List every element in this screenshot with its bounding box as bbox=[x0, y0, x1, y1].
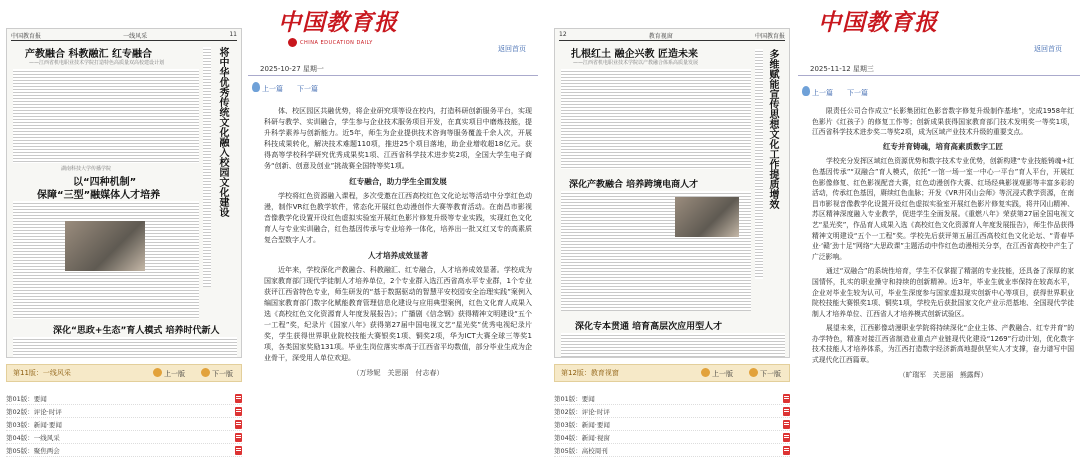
date-bar bbox=[798, 62, 1080, 76]
pdf-icon[interactable] bbox=[235, 420, 242, 429]
pdf-icon[interactable] bbox=[783, 407, 790, 416]
back-home-link[interactable]: 返回首页 bbox=[498, 45, 526, 53]
article-signature: （旷瑞军 关思丽 熊露辉） bbox=[898, 370, 988, 379]
article-subheading: 红专融合，助力学生全面发展 bbox=[349, 177, 447, 186]
masthead-logo[interactable]: 中国教育报 bbox=[818, 9, 938, 36]
article-signature: （万珍妮 关思丽 付志春） bbox=[352, 369, 444, 377]
article-nav bbox=[248, 80, 538, 98]
version-item[interactable] bbox=[6, 444, 242, 457]
version-item[interactable] bbox=[554, 405, 790, 418]
arrow-up-icon bbox=[153, 368, 162, 377]
news-photo bbox=[675, 197, 739, 237]
arrow-down-icon bbox=[749, 368, 758, 377]
section-label: 第12版：教育视窗 bbox=[561, 369, 619, 377]
text-column bbox=[561, 69, 751, 169]
article-paragraph: 学校将红色资源融入课程，多次受邀在江西高校红色文化论坛等活动中分享红色动漫，制作VR红色教学软件，常态化开展红色动漫创作大赛等教育活动。在南昌市影视音像教学化设置开设红色虚拟实验室开展红色影片修复升级等专业实践，实现红色文化育人与专业实训融合，红色基因传承与专业培养一体化，培养出一批又红又专的高素质复合型数字人才。 bbox=[264, 192, 532, 244]
issue-date: 2025-11-12 星期三 bbox=[810, 64, 874, 73]
paper-masthead: 中国教育报 bbox=[754, 33, 785, 40]
page-thumbnail[interactable] bbox=[6, 28, 242, 358]
paper-section: 一线风采 bbox=[123, 33, 148, 40]
pdf-icon[interactable] bbox=[235, 407, 242, 416]
masthead-subtitle: CHINA EDUCATION DAILY bbox=[300, 40, 373, 46]
section-bar bbox=[6, 364, 242, 382]
version-label: 第02版：评论·时评 bbox=[554, 407, 610, 416]
arrow-down-icon bbox=[201, 368, 210, 377]
prev-page-label: 上一版 bbox=[164, 370, 185, 378]
version-label: 第02版：评论·时评 bbox=[6, 407, 62, 416]
date-bar bbox=[248, 62, 538, 76]
pdf-icon[interactable] bbox=[235, 446, 242, 455]
article-paragraph: 学校充分发挥区域红色资源优势和数字技术专业优势，创新构建“专业技能铸魂+红色基因传承”“双融合”育人模式，依托“一馆一场一室一中心一平台”育人平台，开展红色影像修复、红色影视配音大赛，红色动漫创作大赛、红场经典影视观影等丰富多彩的活动，传承红色基因，赓续红色血脉；开发《VR井冈山会师》等沉浸式教学资源，在南昌市影视音像教学化设置开设红色虚拟实验室开展红色影片修复实践，将井冈山精神、苏区精神深度融入专业教学，促进学生全面发展。《重燃八年》荣获第27届全国电视文艺“星光奖”，作品育人成果入选《高校红色文化资源育人年度发展报告》，师生作品获得精神文明建设“五个一工程”奖。学校先后获评第五届江西高校红色文化论坛、“青春毕业·‘赣’劲十足”网络“大思政课”主题活动中作红色动漫相关分享，在江西省高校中产生了广泛影响。 bbox=[812, 157, 1074, 261]
headline-2[interactable]: 深化产教融合 培养跨境电商人才 bbox=[569, 180, 699, 190]
headline-2b[interactable]: 保障“三型”融媒体人才培养 bbox=[37, 190, 161, 201]
article-panel-right bbox=[798, 0, 1080, 474]
headline2-kicker: 湖南科技大学传播学院 bbox=[61, 166, 112, 172]
version-list bbox=[554, 392, 790, 457]
article-subheading: 红专并育铸魂，培育高素质数字工匠 bbox=[883, 141, 1003, 151]
section-bar bbox=[554, 364, 790, 382]
vertical-headline[interactable]: 多维赋能宣传思想文化工作提质增效 bbox=[767, 49, 778, 209]
headline-sub: ——江西省机电职业技术学院打造特色高质量双高校建设计划 bbox=[29, 60, 165, 66]
prev-article-link[interactable]: 上一篇 bbox=[812, 89, 833, 97]
article-paragraph: 展望未来，江西影像动漫职业学院将持续深化“企业主体、产教融合、红专并育”的办学特色，精准对接江西省制造业重点产业链现代化建设“1269”行动计划，优化数字技术技能人才培养体系，为江西打造数字经济新高地提供坚实人才支撑，奋力谱写中国式现代化江西篇章。 bbox=[812, 324, 1074, 365]
version-item[interactable] bbox=[554, 431, 790, 444]
prev-article-link[interactable]: 上一篇 bbox=[262, 85, 283, 93]
next-page-label: 下一版 bbox=[760, 370, 781, 378]
pdf-icon[interactable] bbox=[783, 420, 790, 429]
version-item[interactable] bbox=[6, 405, 242, 418]
article-body bbox=[264, 106, 532, 379]
prev-page-label: 上一版 bbox=[712, 370, 733, 378]
article-paragraph: 体、校区园区共融优势，将企业研究项等设在校内，打造科研创新服务平台，实现科研与教学、实训融合，学生参与企业技术服务项目开发，在真实项目中磨炼技能，提升科学素养与创新能力。近5年，师生为企业提供技术咨询等服务覆盖千余人次，开展科技成果转化，解决技术难题110项，推进25个项目落地，助企业增收超18亿元。获得高等学校科学研究优秀成果奖1项、江西省科学技术进步奖2项，全国大学生电子商务“创新、创意及创业”挑战赛全国特等奖1项。 bbox=[264, 107, 532, 170]
paper-masthead: 中国教育报 bbox=[11, 33, 42, 40]
paper-section: 教育视窗 bbox=[648, 33, 673, 40]
version-label: 第05版：聚焦两会 bbox=[6, 446, 60, 455]
article-panel-middle bbox=[248, 0, 538, 474]
next-page-link[interactable] bbox=[201, 367, 233, 379]
article-subheading: 人才培养成效显著 bbox=[368, 251, 428, 260]
version-label: 第04版：新闻·视窗 bbox=[554, 433, 610, 442]
newspaper-panel-third bbox=[548, 0, 794, 474]
pdf-icon[interactable] bbox=[783, 446, 790, 455]
next-article-link[interactable]: 下一篇 bbox=[297, 85, 318, 93]
news-photo bbox=[65, 221, 145, 271]
logo-mark-icon bbox=[288, 38, 297, 47]
version-item[interactable] bbox=[6, 418, 242, 431]
pdf-icon[interactable] bbox=[235, 433, 242, 442]
pdf-icon[interactable] bbox=[783, 433, 790, 442]
version-label: 第05版：高校周刊 bbox=[554, 446, 608, 455]
masthead-logo[interactable]: 中国教育报 bbox=[278, 9, 398, 36]
text-column bbox=[13, 337, 237, 357]
headline-sub: ——江西省机电职业技术学院以产教融合体系高质量发展 bbox=[573, 60, 699, 66]
pdf-icon[interactable] bbox=[783, 394, 790, 403]
article-nav bbox=[798, 84, 1080, 102]
next-page-link[interactable] bbox=[749, 367, 781, 379]
version-label: 第03版：新闻·要闻 bbox=[554, 420, 610, 429]
version-item[interactable] bbox=[554, 418, 790, 431]
prev-page-link[interactable] bbox=[701, 367, 733, 379]
version-label: 第04版：一线风采 bbox=[6, 433, 60, 442]
version-item[interactable] bbox=[6, 392, 242, 405]
section-label: 第11版：一线风采 bbox=[13, 369, 71, 377]
version-label: 第01版：要闻 bbox=[6, 394, 47, 403]
article-paragraph: 限责任公司合作成立“长影集团红色影音数字修复升级制作基地”，完成1958年红色影片《红孩子》的修复工作等；创新成果获得国家教育部门技术发明奖一等奖1项，江西省科学技术进步奖二等奖2项，成为区域产业技术升级的重要支点。 bbox=[812, 107, 1074, 137]
pdf-icon[interactable] bbox=[235, 394, 242, 403]
back-home-link[interactable]: 返回首页 bbox=[1034, 45, 1062, 53]
vertical-headline[interactable]: 将中华优秀传统文化融入校园文化建设 bbox=[217, 47, 228, 217]
version-item[interactable] bbox=[554, 392, 790, 405]
article-body bbox=[812, 106, 1074, 380]
text-column bbox=[203, 47, 211, 287]
paper-page-number: 12 bbox=[559, 31, 567, 38]
headline-main[interactable]: 产教融合 科教融汇 红专融合 bbox=[25, 49, 152, 60]
page-thumbnail[interactable] bbox=[554, 28, 790, 358]
headline-3[interactable]: 深化“思政+生态”育人模式 培养时代新人 bbox=[53, 326, 220, 336]
arrow-up-icon bbox=[701, 368, 710, 377]
text-column bbox=[755, 49, 763, 279]
version-label: 第03版：新闻·要闻 bbox=[6, 420, 62, 429]
paper-header bbox=[11, 31, 237, 41]
article-paragraph: 近年来，学校深化产教融合、科教融汇、红专融合，人才培养成效显著。学校成为国家教育部门现代学徒制人才培养单位，2个专业群入选江西省高水平专业群，1个专业获评江西省特色专业，师生研发的“基于数据驱动的智慧平安校园安全治理实践”案例入编国家教育部门数字化赋能教育管理信息化建设与应用典型案例，红色文化育人成果入选《高校红色文化资源育人年度发展报告》；广播剧《信念钢》获得精神文明建设“五个一工程”奖，纪录片《国家八年》获得第27届中国电视文艺“星光奖”优秀电视纪录片奖，学生获得世界职业院校技能大赛银奖1项、铜奖2项，华为ICT大赛全球三等奖1项，各类国家奖励131项。毕业生岗位落实率高于江西省平均数值，部分毕业生成为企业骨干，深受用人单位欢迎。 bbox=[264, 266, 532, 362]
paper-page-number: 11 bbox=[229, 31, 237, 38]
version-list bbox=[6, 392, 242, 457]
version-item[interactable] bbox=[6, 431, 242, 444]
version-item[interactable] bbox=[554, 444, 790, 457]
next-page-label: 下一版 bbox=[212, 370, 233, 378]
headline-main[interactable]: 扎根红土 融企兴教 匠造未来 bbox=[571, 49, 698, 60]
article-paragraph: 通过“双融合”的系统性培育，学生不仅掌握了精湛的专业技能，还具备了深厚的家国情怀，扎实的职业操守和持续的创新精神。近3年，毕业生就业率保持在较高水平，企业对毕业生较为认可，毕业生深度参与国家虚拟现实创新中心等项目，获得世界职业院校技能大赛银奖1项、铜奖1项，学校先后获批国家文化产业示范基地、全国现代学徒制人才培养单位、江西省人才培养模式创新试验区。 bbox=[812, 267, 1074, 318]
headline-3[interactable]: 深化专本贯通 培育高层次应用型人才 bbox=[575, 322, 723, 332]
version-label: 第01版：要闻 bbox=[554, 394, 595, 403]
newspaper-panel-left bbox=[0, 0, 246, 474]
text-column bbox=[561, 333, 785, 357]
text-column bbox=[13, 69, 199, 163]
prev-page-link[interactable] bbox=[153, 367, 185, 379]
paper-header bbox=[559, 31, 785, 41]
issue-date: 2025-10-27 星期一 bbox=[260, 64, 324, 73]
headline-2a[interactable]: 以“四种机制” bbox=[73, 177, 137, 188]
next-article-link[interactable]: 下一篇 bbox=[847, 89, 868, 97]
